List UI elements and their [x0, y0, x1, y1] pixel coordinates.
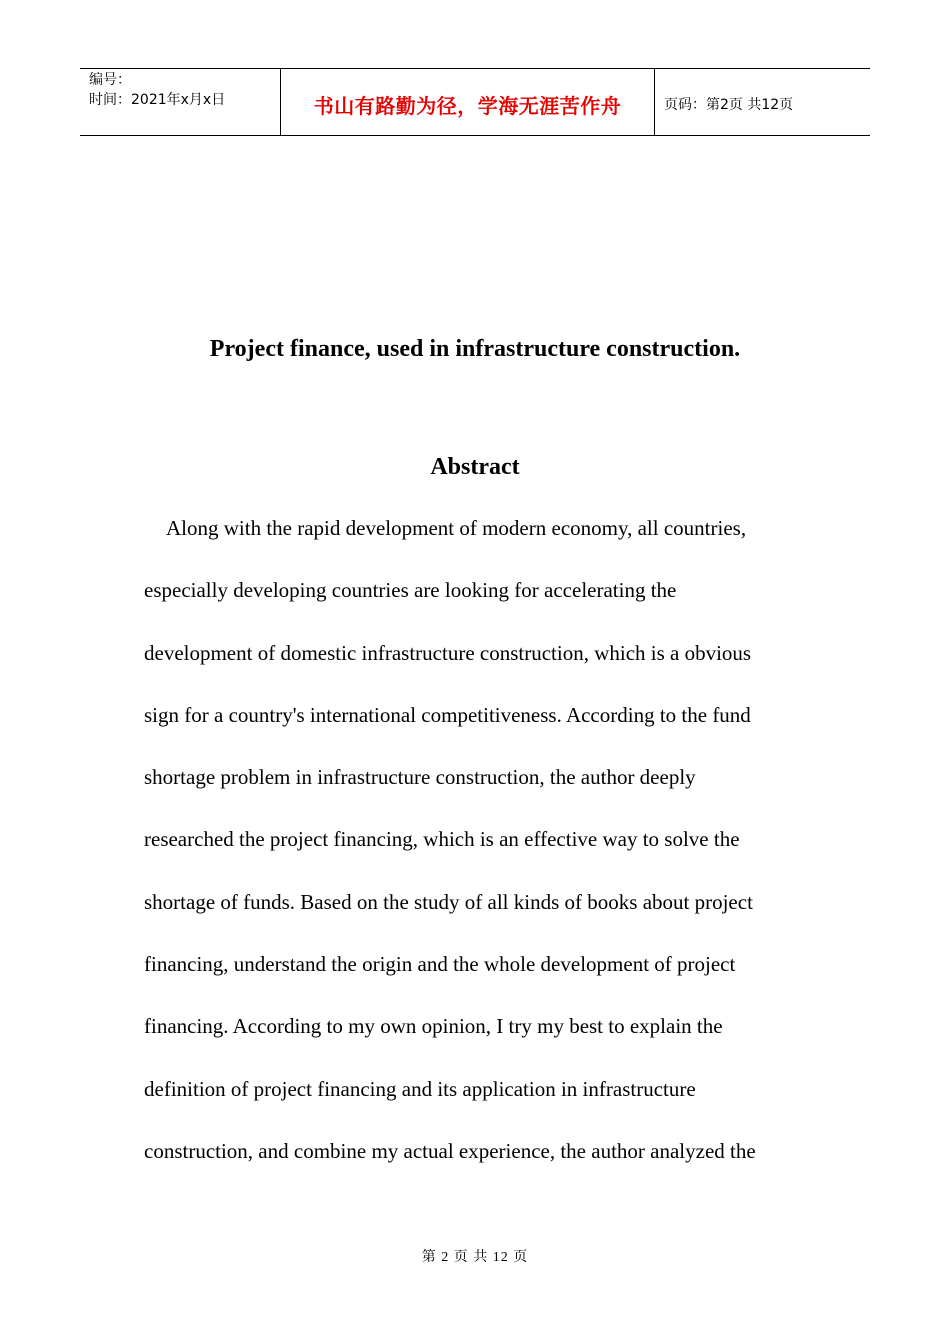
- body-line: definition of project financing and its application in infrastructure: [144, 1076, 696, 1101]
- body-line: financing. According to my own opinion, I try my best to explain the: [144, 1014, 723, 1039]
- body-line: researched the project financing, which is an effective way to solve the: [144, 827, 740, 852]
- body-line: shortage problem in infrastructure construction, the author deeply: [144, 765, 696, 790]
- body-line: shortage of funds. Based on the study of all kinds of books about project: [144, 889, 753, 914]
- abstract-heading: Abstract: [430, 454, 520, 480]
- header-motto: 书山有路勤为径，学海无涯苦作舟: [281, 69, 655, 135]
- document-title: Project finance, used in infrastructure construction.: [209, 336, 741, 362]
- body-line: construction, and combine my actual experience, the author analyzed the: [144, 1138, 756, 1163]
- serial-number-label: 编号：: [89, 72, 131, 88]
- page-footer: 第 2 页 共 12 页: [421, 1250, 529, 1265]
- body-line: Along with the rapid development of modern economy, all countries,: [166, 516, 747, 540]
- body-line: sign for a country's international competitiveness. According to the fund: [144, 702, 751, 727]
- header-page-info: 页码：第2页 共12页: [664, 97, 794, 113]
- abstract-body: [144, 510, 824, 1195]
- header-meta-cell: [80, 69, 281, 135]
- body-line: financing, understand the origin and the whole development of project: [144, 952, 736, 977]
- body-line: especially developing countries are looking for accelerating the: [144, 578, 677, 603]
- page-header: [80, 68, 870, 136]
- date-label: 时间：2021年x月x日: [89, 92, 226, 108]
- body-line: development of domestic infrastructure construction, which is a obvious: [144, 640, 752, 665]
